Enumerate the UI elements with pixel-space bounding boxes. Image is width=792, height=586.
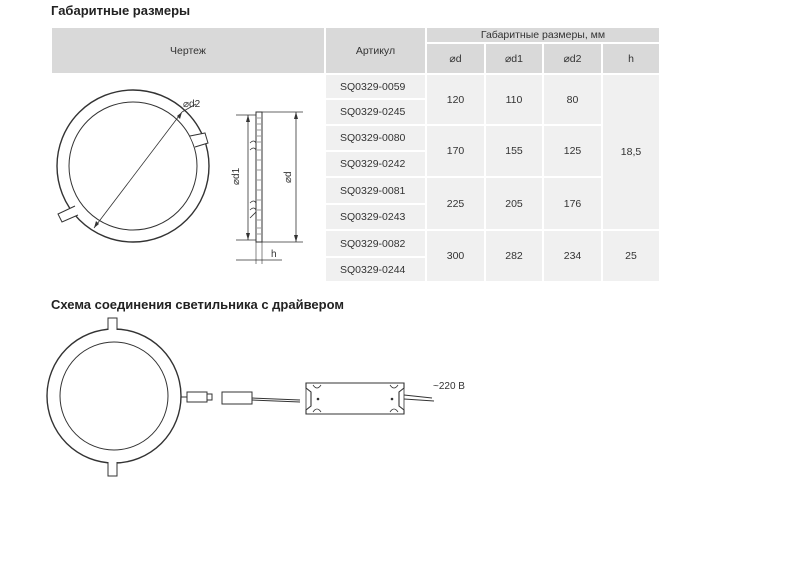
inner-rim [60, 342, 168, 450]
header-d1: ⌀d1 [485, 43, 543, 74]
d2-cell: 176 [543, 177, 602, 230]
d1-cell: 110 [485, 74, 543, 125]
h-label: h [271, 249, 277, 260]
article-cell: SQ0329-0245 [325, 99, 426, 125]
header-dimensions-group: Габаритные размеры, мм [426, 27, 660, 43]
voltage-label: ~220 В [433, 381, 465, 392]
spring-clip [108, 318, 117, 330]
header-article: Артикул [325, 27, 426, 74]
driver [306, 383, 404, 414]
connector-male [187, 392, 207, 402]
header-h: h [602, 43, 660, 74]
h-cell: 25 [602, 230, 660, 282]
header-d: ⌀d [426, 43, 485, 74]
header-d2: ⌀d2 [543, 43, 602, 74]
d2-cell: 80 [543, 74, 602, 125]
article-cell: SQ0329-0080 [325, 125, 426, 151]
article-cell: SQ0329-0059 [325, 74, 426, 99]
mains-wires [404, 395, 434, 401]
d-cell: 170 [426, 125, 485, 177]
wiring-section-title: Схема соединения светильника с драйвером [51, 297, 344, 312]
article-cell: SQ0329-0082 [325, 230, 426, 257]
d2-cell: 234 [543, 230, 602, 282]
article-cell: SQ0329-0244 [325, 257, 426, 282]
d-cell: 225 [426, 177, 485, 230]
d-cell: 300 [426, 230, 485, 282]
cable [181, 392, 300, 404]
d1-cell: 155 [485, 125, 543, 177]
h-cell: 18,5 [602, 74, 660, 230]
d1-cell: 205 [485, 177, 543, 230]
luminaire-front [47, 318, 181, 476]
article-cell: SQ0329-0242 [325, 151, 426, 177]
dimensions-section-title: Габаритные размеры [51, 3, 191, 18]
d1-cell: 282 [485, 230, 543, 282]
spring-clip [108, 462, 117, 476]
article-cell: SQ0329-0243 [325, 204, 426, 230]
d1-label: ⌀d1 [231, 167, 242, 185]
d2-cell: 125 [543, 125, 602, 177]
d-cell: 120 [426, 74, 485, 125]
connector-female [222, 392, 252, 404]
header-drawing: Чертеж [51, 27, 325, 74]
d-label: ⌀d [283, 171, 294, 183]
article-cell: SQ0329-0081 [325, 177, 426, 204]
d2-label: ⌀d2 [183, 99, 201, 110]
outer-rim [47, 329, 181, 463]
